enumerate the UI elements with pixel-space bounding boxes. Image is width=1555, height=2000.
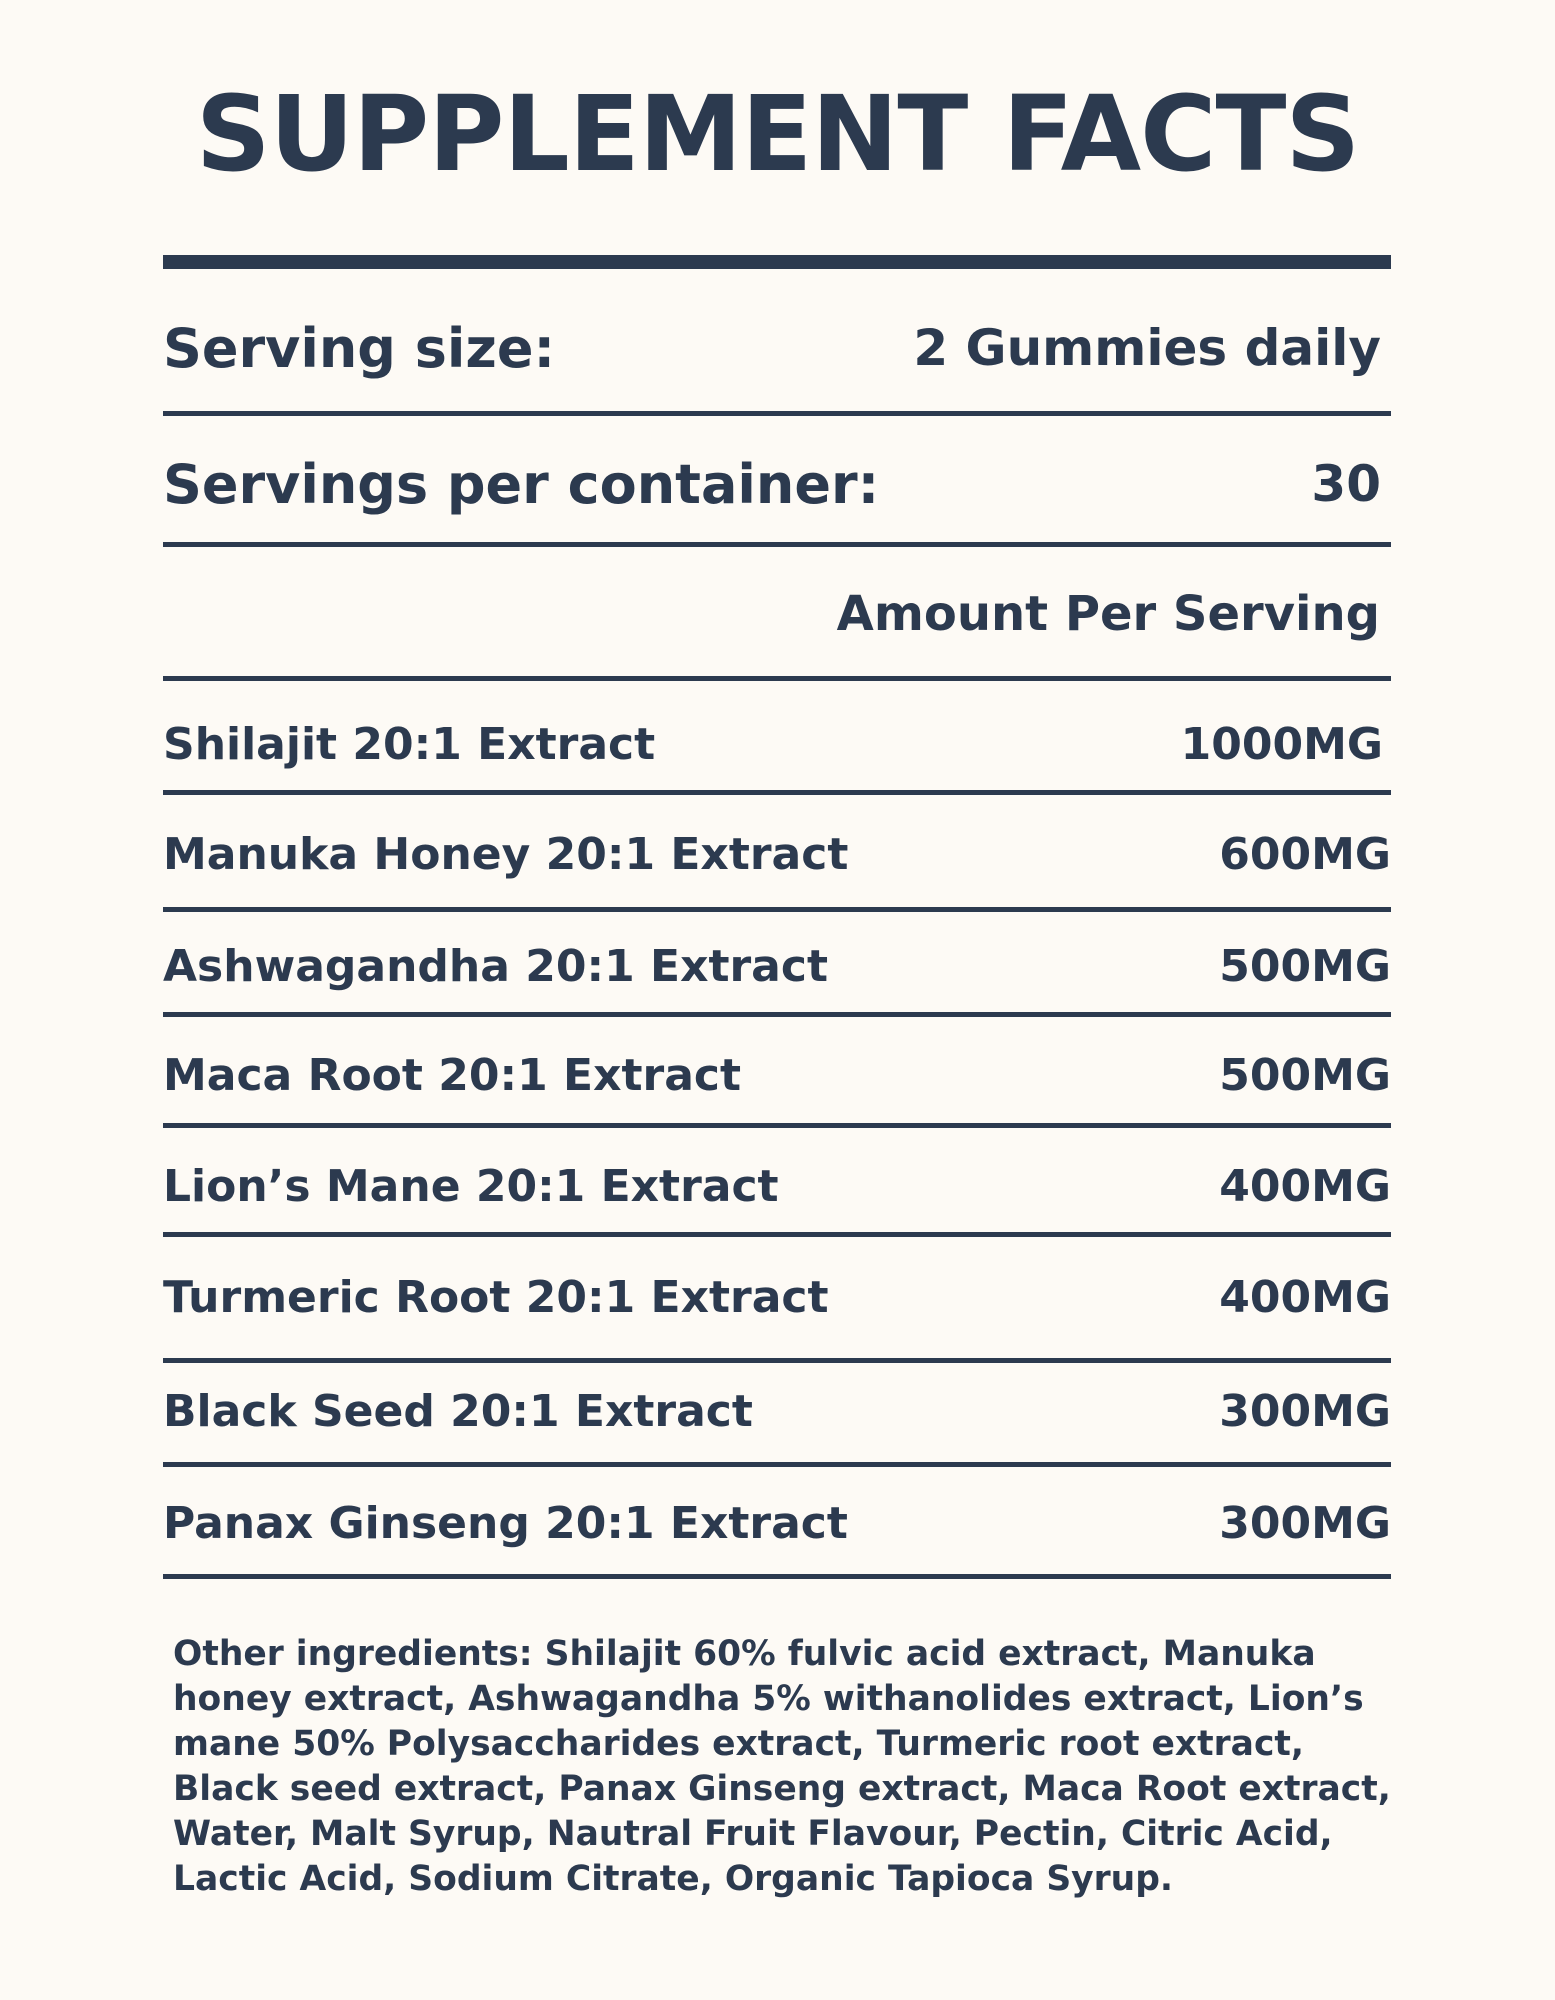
servings-per-container-value: 30: [1311, 455, 1381, 513]
ingredient-row: [163, 818, 1391, 890]
serving-size-value: 2 Gummies daily: [913, 319, 1381, 377]
divider: [163, 1358, 1391, 1363]
ingredient-amount: 300MG: [1219, 1497, 1391, 1549]
ingredient-row: [163, 1150, 1391, 1222]
ingredient-name: Black Seed 20:1 Extract: [163, 1385, 753, 1437]
divider: [163, 1462, 1391, 1467]
ingredient-row: [163, 1261, 1391, 1333]
divider: [163, 542, 1391, 547]
other-ingredients: Other ingredients: Shilajit 60% fulvic acid extract, Manuka honey extract, Ashwagandha 5% withanolides extract, Lion’s mane 50% Polysaccharides extract, Turmeric root extract, Black seed extract, Panax Ginseng extract, Maca Root extract, Water, Malt Syrup, Nautral Fruit Flavour, Pectin, Citric Acid, Lactic Acid, Sodium Citrate, Organic Tapioca Syrup.: [173, 1634, 1391, 1899]
ingredient-name: Lion’s Mane 20:1 Extract: [163, 1160, 779, 1212]
ingredient-name: Panax Ginseng 20:1 Extract: [163, 1497, 848, 1549]
ingredient-amount: 400MG: [1219, 1160, 1391, 1212]
ingredient-name: Maca Root 20:1 Extract: [163, 1049, 741, 1101]
servings-per-container-label: Servings per container:: [163, 452, 880, 516]
divider: [163, 790, 1391, 795]
ingredient-name: Shilajit 20:1 Extract: [163, 718, 656, 770]
ingredient-row: [163, 1375, 1391, 1447]
serving-size-row: [163, 308, 1391, 388]
top-divider: [163, 255, 1391, 269]
divider: [163, 1574, 1391, 1579]
divider: [163, 411, 1391, 416]
ingredient-row: [163, 1039, 1391, 1111]
ingredient-name: Turmeric Root 20:1 Extract: [163, 1271, 829, 1323]
amount-per-serving-header: Amount Per Serving: [836, 586, 1380, 642]
divider: [163, 907, 1391, 912]
ingredient-amount: 1000MG: [1180, 718, 1383, 770]
ingredient-row: [163, 708, 1391, 780]
servings-per-container-row: [163, 444, 1391, 524]
ingredient-amount: 500MG: [1219, 1049, 1391, 1101]
ingredient-amount: 600MG: [1219, 828, 1391, 880]
divider: [163, 1012, 1391, 1017]
ingredient-amount: 500MG: [1219, 940, 1391, 992]
ingredient-name: Manuka Honey 20:1 Extract: [163, 828, 849, 880]
ingredient-name: Ashwagandha 20:1 Extract: [163, 940, 828, 992]
ingredient-row: [163, 1487, 1391, 1559]
ingredient-row: [163, 930, 1391, 1002]
ingredient-amount: 400MG: [1219, 1271, 1391, 1323]
divider: [163, 676, 1391, 681]
divider: [163, 1123, 1391, 1128]
ingredient-amount: 300MG: [1219, 1385, 1391, 1437]
divider: [163, 1232, 1391, 1237]
page-title: SUPPLEMENT FACTS: [195, 73, 1360, 195]
serving-size-label: Serving size:: [163, 316, 556, 380]
